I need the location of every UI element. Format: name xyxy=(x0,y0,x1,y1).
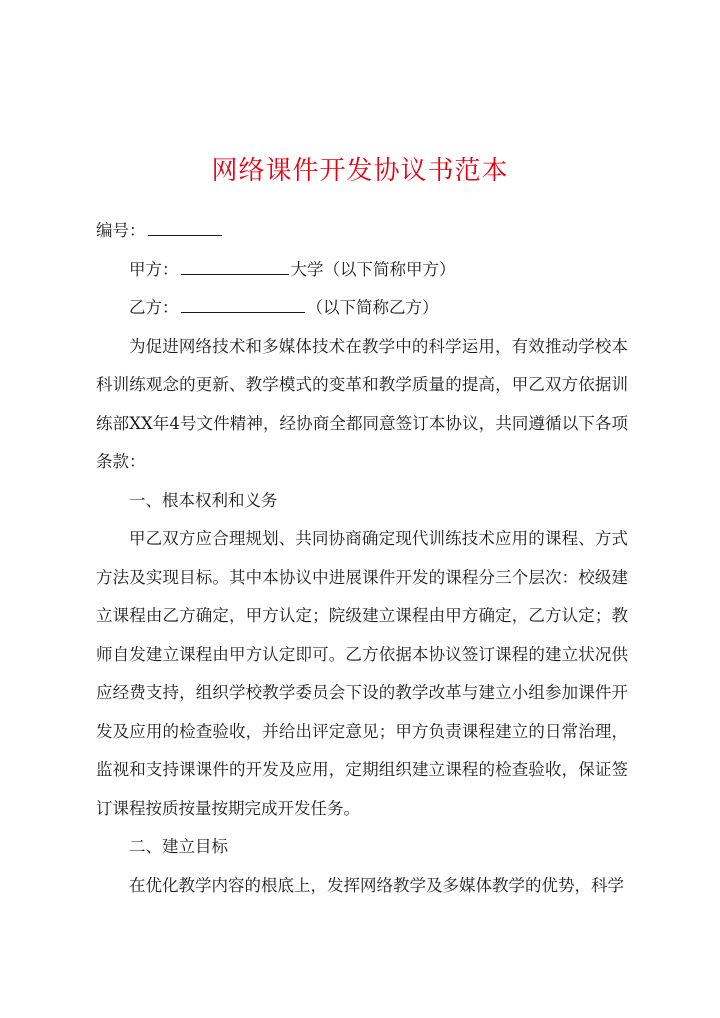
party-b-label: 乙方： xyxy=(129,298,179,317)
section-2-paragraph: 在优化教学内容的根底上，发挥网络教学及多媒体教学的优势，科学 xyxy=(129,875,624,895)
section-1-paragraph: 甲乙双方应合理规划、共同协商确定现代训练技术应用的课程、方式方法及实现目标。其中本协议中进展课件开发的课程分三个层次：校级建立课程由乙方确定，甲方认定；院级建立课程由甲方确定，乙方认定；教师自发建立课程由甲方认定即可。乙方依据本协议签订课程的建立状况供应经费支持，组织学校教学委员会下设的教学改革与建立小组参加课件开发及应用的检查验收，并给出评定意见；甲方负责课程建立的日常治理，监视和支持课课件的开发及应用，定期组织建立课程的检查验收，保证签订课程按质按量按期完成开发任务。 xyxy=(96,529,628,818)
document-title: 网络课件开发协议书范本 xyxy=(211,156,509,186)
party-a-line xyxy=(96,251,628,290)
party-a-suffix: 大学（以下简称甲方） xyxy=(290,259,456,279)
party-a-label: 甲方： xyxy=(129,259,179,279)
serial-blank xyxy=(148,218,222,236)
intro-paragraph: 为促进网络技术和多媒体技术在教学中的科学运用，有效推动学校本科训练观念的更新、教学模式的变革和教学质量的提高，甲乙双方依据训练部XX年4号文件精神，经协商全都同意签订本协议，共同遵循以下各项条款： xyxy=(96,336,628,471)
party-b-line xyxy=(96,289,628,328)
document-body xyxy=(96,212,628,905)
section-2-heading: 二、建立目标 xyxy=(129,837,228,856)
serial-label: 编号： xyxy=(96,221,146,240)
party-b-blank xyxy=(181,295,305,313)
party-a-blank xyxy=(181,257,289,275)
party-b-suffix: （以下简称乙方） xyxy=(306,298,439,317)
serial-number-line xyxy=(96,212,628,251)
section-1-heading: 一、根本权利和义务 xyxy=(129,490,278,510)
